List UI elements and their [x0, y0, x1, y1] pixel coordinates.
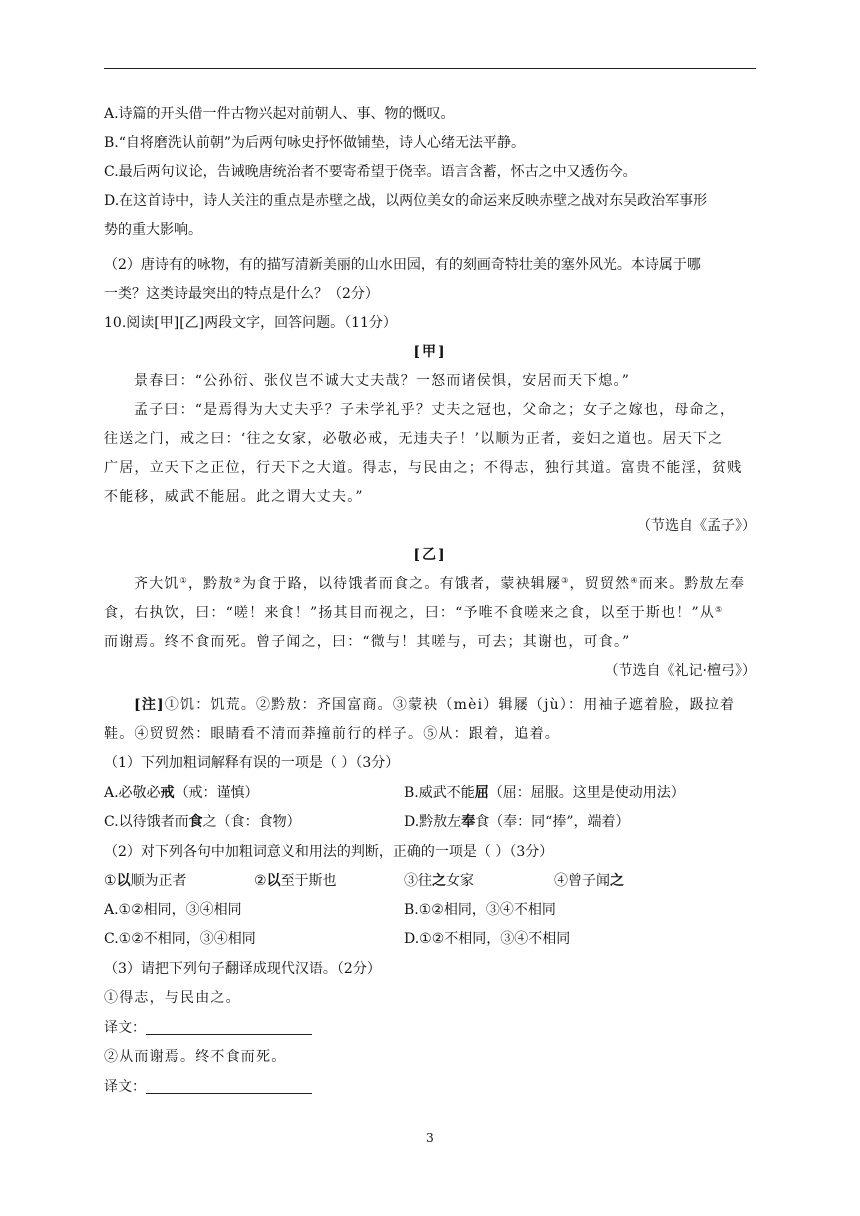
translation-2: 译文： [104, 1073, 756, 1102]
passage-yi-line1: 齐大饥①，黔敖②为食于路，以待饿者而食之。有饿者，蒙袂辑屦③，贸贸然④而来。黔敖左奉 [134, 576, 746, 592]
header-rule [104, 68, 756, 69]
passage-jia-p2-line3: 广居，立天下之正位，行天下之大道。得志，与民由之；不得志，独行其道。富贵不能淫，贫贱 [104, 460, 743, 476]
q9-option-c: C.最后两句议论，告诫晚唐统治者不要寄希望于侥幸。语言含蓄，怀古之中又透伤今。 [104, 164, 637, 180]
sub1-stem: （1）下列加粗词解释有误的一项是（ ）（3分） [104, 755, 400, 771]
annotation-label: [注] [134, 697, 165, 713]
sub2-stem: （2）对下列各句中加粗词意义和用法的判断，正确的一项是（ ）（3分） [104, 844, 554, 860]
sub3-sentence-2: ②从而谢焉。终不食而死。 [104, 1049, 287, 1065]
passage-jia-p2-line1: 孟子曰：“是焉得为大丈夫乎？子未学礼乎？丈夫之冠也，父命之；女子之嫁也，母命之， [134, 402, 736, 418]
footnote-mark-5: ⑤ [715, 605, 724, 614]
passage-jia-source: （节选自《孟子》） [637, 518, 756, 534]
q9-sub2-line2: 一类？这类诗最突出的特点是什么？（2分） [104, 286, 379, 302]
sub2-option-d: D.①②不相同，③④不相同 [404, 931, 571, 947]
footnote-mark-4: ④ [630, 576, 639, 585]
annotation-line1: [注]①饥：饥荒。②黔敖：齐国富商。③蒙袂（mèi）辑屦（jù）：用袖子遮着脸，趿拉着 [134, 697, 736, 713]
footnote-mark-2: ② [233, 576, 242, 585]
sub1-option-b: B.威武不能屈（屈：屈服。这里是使动用法） [404, 785, 685, 801]
passage-yi-title: [乙] [413, 547, 447, 563]
sub2-item-1: ①以顺为正者 [104, 873, 187, 889]
answer-blank-1[interactable] [146, 1019, 312, 1035]
q9-option-d-line1: D.在这首诗中，诗人关注的重点是赤壁之战，以两位美女的命运来反映赤壁之战对东吴政治军事形 [104, 193, 708, 209]
sub3-stem: （3）请把下列句子翻译成现代汉语。（2分） [104, 961, 381, 977]
passage-jia-p2-line4: 不能移，威武不能屈。此之谓大丈夫。” [104, 489, 364, 505]
translation-1: 译文： [104, 1014, 756, 1043]
q10-heading: 10.阅读[甲][乙]两段文字，回答问题。（11分） [104, 315, 397, 331]
passage-yi-source: （节选自《礼记·檀弓》） [604, 663, 756, 679]
page-number: 3 [426, 1131, 434, 1145]
footnote-mark-3: ③ [561, 576, 570, 585]
sub1-option-d: D.黔敖左奉食（奉：同“捧”，端着） [404, 814, 630, 830]
sub2-item-4: ④曾子闻之 [554, 873, 624, 889]
sub2-item-3: ③往之女家 [404, 873, 474, 889]
passage-yi-line3: 而谢焉。终不食而死。曾子闻之，曰：“微与！其嗟与，可去；其谢也，可食。” [104, 634, 631, 650]
sub2-item-2: ②以至于斯也 [254, 873, 337, 889]
passage-jia-title: [甲] [413, 344, 447, 360]
sub1-option-c: C.以待饿者而食之（食：食物） [104, 814, 301, 830]
q9-option-a: A.诗篇的开头借一件古物兴起对前朝人、事、物的慨叹。 [104, 106, 455, 122]
sub3-sentence-1: ①得志，与民由之。 [104, 990, 241, 1006]
sub1-option-a: A.必敬必戒（戒：谨慎） [104, 785, 259, 801]
annotation-line2: 鞋。④贸贸然：眼睛看不清而莽撞前行的样子。⑤从：跟着，追着。 [104, 726, 560, 742]
passage-jia-p2-line2: 往送之门，戒之曰：‘往之女家，必敬必戒，无违夫子！’以顺为正者，妾妇之道也。居天下之 [104, 431, 724, 447]
q9-option-b: B.“自将磨洗认前朝”为后两句咏史抒怀做铺垫，诗人心绪无法平静。 [104, 135, 526, 151]
sub2-option-c: C.①②不相同，③④相同 [104, 931, 256, 947]
sub2-option-a: A.①②相同，③④相同 [104, 902, 242, 918]
footnote-mark-1: ① [179, 576, 188, 585]
sub2-option-b: B.①②相同，③④不相同 [404, 902, 556, 918]
passage-yi-line2: 食，右执饮，曰：“嗟！来食！”扬其目而视之，曰：“予唯不食嗟来之食，以至于斯也！”从⑤ [104, 605, 724, 621]
answer-blank-2[interactable] [146, 1078, 312, 1094]
q9-sub2-line1: （2）唐诗有的咏物，有的描写清新美丽的山水田园，有的刻画奇特壮美的塞外风光。本诗属于哪 [104, 257, 701, 273]
q9-option-d-line2: 势的重大影响。 [104, 222, 202, 238]
passage-jia-p1: 景春曰：“公孙衍、张仪岂不诚大丈夫哉？一怒而诸侯惧，安居而天下熄。” [134, 373, 631, 389]
